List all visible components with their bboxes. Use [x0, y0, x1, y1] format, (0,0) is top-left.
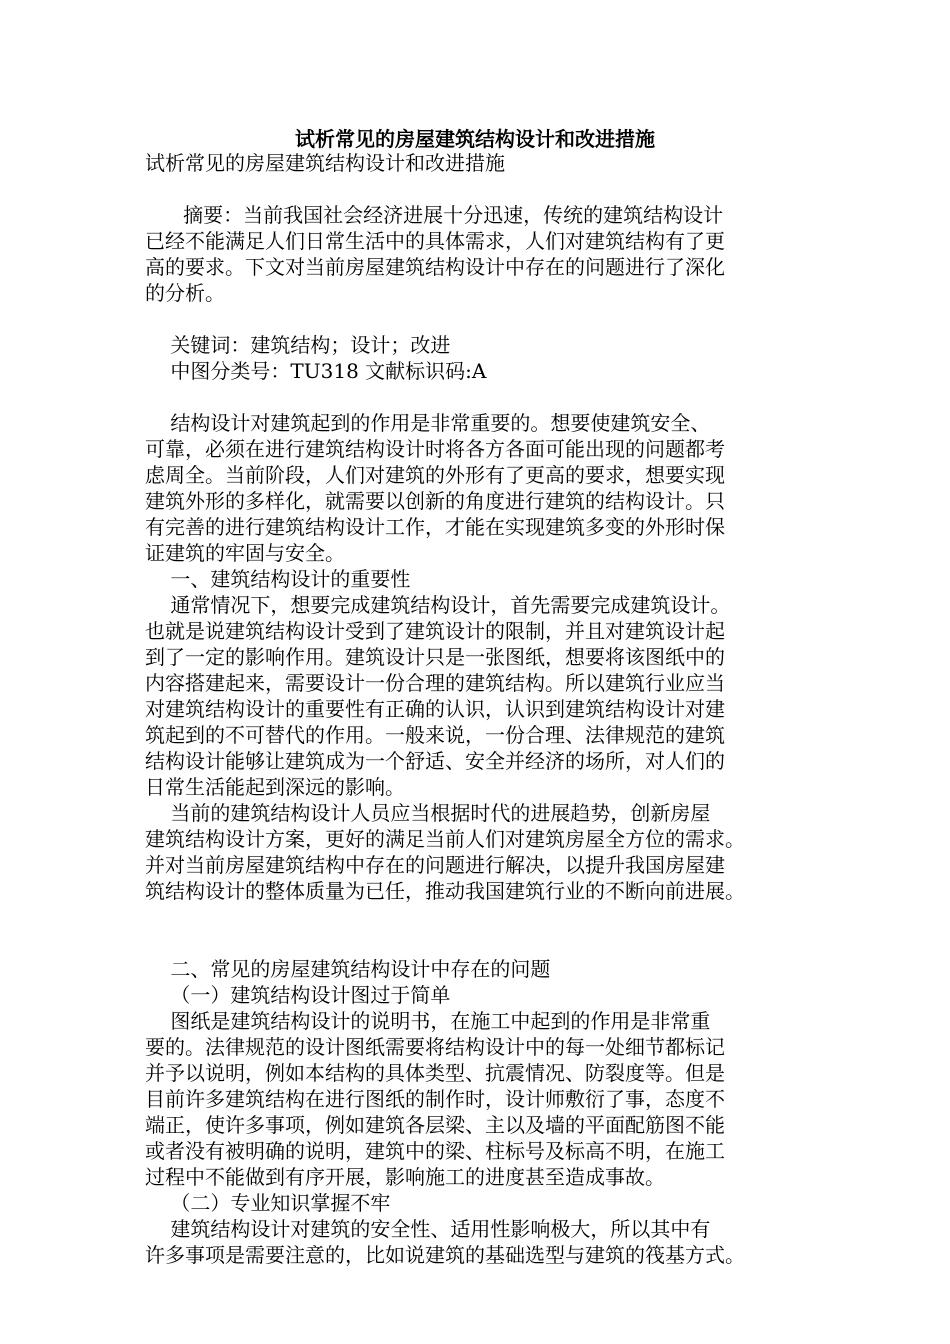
text-line: 摘要：当前我国社会经济进展十分迅速，传统的建筑结构设计	[145, 203, 724, 227]
intro-paragraph	[145, 410, 810, 566]
text-line: 过程中不能做到有序开展，影响施工的进度甚至造成事故。	[145, 1165, 665, 1189]
text-line: 的分析。	[145, 281, 225, 305]
spacer	[145, 176, 810, 202]
text-line: 到了一定的影响作用。建筑设计只是一张图纸，想要将该图纸中的	[145, 645, 725, 669]
text-line: 对建筑结构设计的重要性有正确的认识，认识到建筑结构设计对建	[145, 697, 725, 721]
text-line: 内容搭建起来，需要设计一份合理的建筑结构。所以建筑行业应当	[145, 671, 725, 695]
text-line: 结构设计能够让建筑成为一个舒适、安全并经济的场所，对人们的	[145, 749, 725, 773]
spacer	[145, 384, 810, 410]
document-subtitle: 试析常见的房屋建筑结构设计和改进措施	[145, 151, 505, 175]
text-line: 日常生活能起到深远的影响。	[145, 775, 405, 799]
text-line: 并予以说明，例如本结构的具体类型、抗震情况、防裂度等。但是	[145, 1061, 725, 1085]
text-line: 端正，使许多事项，例如建筑各层梁、主以及墙的平面配筋图不能	[145, 1113, 725, 1137]
text-line: 证建筑的牢固与安全。	[145, 541, 345, 565]
text-line: 或者没有被明确的说明，建筑中的梁、柱标号及标高不明，在施工	[145, 1139, 725, 1163]
text-line: 筑结构设计的整体质量为已任，推动我国建筑行业的不断向前进展。	[145, 879, 745, 903]
text-line: 建筑外形的多样化，就需要以创新的角度进行建筑的结构设计。只	[145, 489, 725, 513]
keywords-line: 关键词：建筑结构；设计；改进	[145, 333, 451, 357]
spacer	[145, 904, 810, 956]
text-line: 并对当前房屋建筑结构中存在的问题进行解决，以提升我国房屋建	[145, 853, 725, 877]
text-line: 结构设计对建筑起到的作用是非常重要的。想要使建筑安全、	[145, 411, 711, 435]
text-line: 建筑结构设计方案，更好的满足当前人们对建筑房屋全方位的需求。	[145, 827, 745, 851]
section1-paragraph-2	[145, 800, 810, 904]
section-heading-1: 一、建筑结构设计的重要性	[145, 567, 411, 591]
section1-paragraph-1	[145, 592, 810, 800]
subsection2-paragraph	[145, 1216, 810, 1268]
text-line: 当前的建筑结构设计人员应当根据时代的进展趋势，创新房屋	[145, 801, 711, 825]
text-line: 筑起到的不可替代的作用。一般来说，一份合理、法律规范的建筑	[145, 723, 725, 747]
text-line: 目前许多建筑结构在进行图纸的制作时，设计师敷衍了事，态度不	[145, 1087, 725, 1111]
section-heading-2: 二、常见的房屋建筑结构设计中存在的问题	[145, 957, 551, 981]
text-line: 有完善的进行建筑结构设计工作，才能在实现建筑多变的外形时保	[145, 515, 725, 539]
text-line: 图纸是建筑结构设计的说明书，在施工中起到的作用是非常重	[145, 1009, 711, 1033]
subsection1-paragraph	[145, 1008, 810, 1190]
subsection-heading-2: （二）专业知识掌握不牢	[145, 1191, 391, 1215]
text-line: 已经不能满足人们日常生活中的具体需求，人们对建筑结构有了更	[145, 229, 725, 253]
text-line: 通常情况下，想要完成建筑结构设计，首先需要完成建筑设计。	[145, 593, 731, 617]
text-line: 可靠，必须在进行建筑结构设计时将各方各面可能出现的问题都考	[145, 437, 725, 461]
subsection-heading-1: （一）建筑结构设计图过于简单	[145, 983, 451, 1007]
text-line: 也就是说建筑结构设计受到了建筑设计的限制，并且对建筑设计起	[145, 619, 725, 643]
text-line: 许多事项是需要注意的，比如说建筑的基础选型与建筑的筏基方式。	[145, 1243, 745, 1267]
classification-line: 中图分类号：TU318 文献标识码:A	[145, 359, 487, 383]
document-body	[145, 150, 810, 1268]
spacer	[145, 306, 810, 332]
text-line: 虑周全。当前阶段，人们对建筑的外形有了更高的要求，想要实现	[145, 463, 725, 487]
text-line: 建筑结构设计对建筑的安全性、适用性影响极大，所以其中有	[145, 1217, 711, 1241]
text-line: 高的要求。下文对当前房屋建筑结构设计中存在的问题进行了深化	[145, 255, 725, 279]
abstract-paragraph	[145, 202, 810, 306]
text-line: 要的。法律规范的设计图纸需要将结构设计中的每一处细节都标记	[145, 1035, 725, 1059]
document-title: 试析常见的房屋建筑结构设计和改进措施	[295, 127, 655, 151]
